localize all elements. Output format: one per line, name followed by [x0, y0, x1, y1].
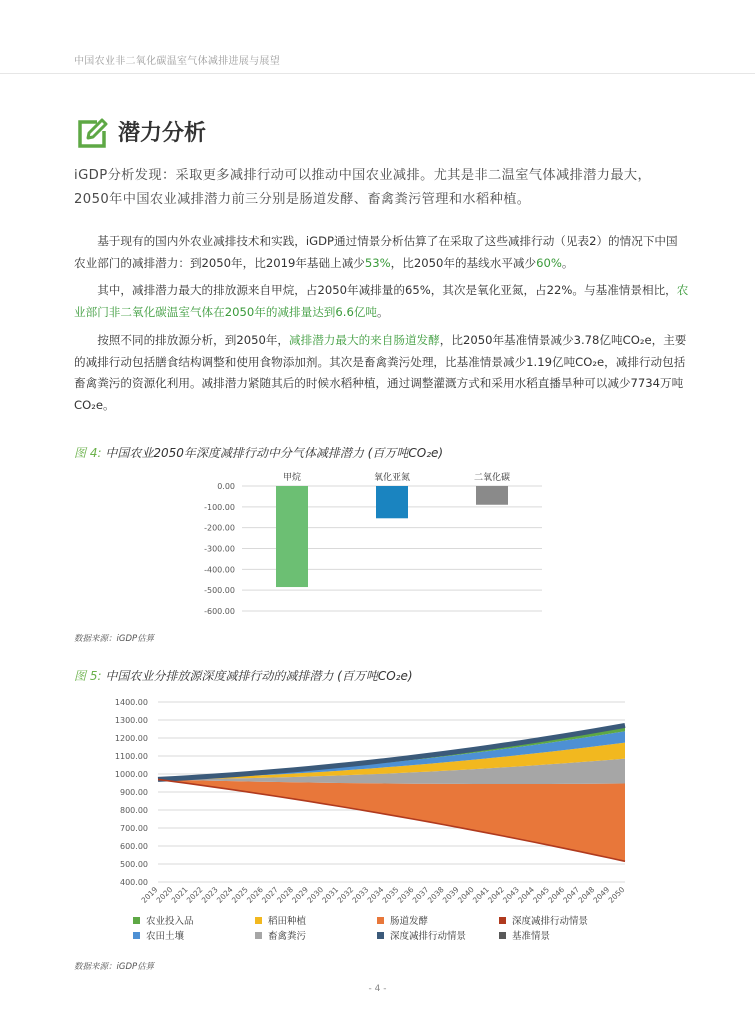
y-tick-label: 1000.00	[114, 770, 148, 779]
bar-2	[376, 486, 408, 518]
category-label: 氧化亚氮	[373, 473, 411, 483]
x-tick-label: 2022	[184, 885, 205, 905]
legend-item	[133, 928, 184, 942]
paragraph-3	[74, 330, 689, 416]
y-tick-label: 1100.00	[114, 752, 148, 761]
x-tick-label: 2049	[591, 885, 612, 905]
x-tick-label: 2026	[245, 885, 265, 905]
legend-label: 农田土壤	[146, 931, 185, 942]
legend-label: 深度减排行动情景	[390, 931, 467, 942]
running-header: 中国农业非二氧化碳温室气体减排进展与展望	[74, 56, 280, 67]
figure-4-title: 中国农业2050年深度减排行动中分气体减排潜力 (百万吨CO₂e)	[105, 446, 444, 460]
legend-label: 农业投入品	[146, 916, 194, 927]
y-tick-label: 600.00	[120, 842, 148, 851]
x-tick-label: 2021	[169, 885, 190, 905]
figure-4-caption	[74, 444, 443, 461]
x-tick-label: 2032	[335, 885, 356, 905]
legend-swatch	[133, 917, 140, 924]
legend-swatch	[377, 917, 384, 924]
x-tick-label: 2046	[546, 885, 567, 905]
y-tick-label: 1200.00	[114, 734, 148, 743]
p2-text-a: 其中，减排潜力最大的排放源来自甲烷，占2050年减排量的65%，其次是氧化亚氮，占22%。与基准情景相比，	[97, 283, 677, 297]
legend-label: 稻田种植	[268, 916, 307, 927]
p1-highlight-60: 60%	[536, 255, 562, 270]
y-tick-label: -300.00	[204, 544, 235, 554]
y-tick-label: 800.00	[120, 806, 148, 815]
legend-item	[377, 913, 428, 927]
y-tick-label: 0.00	[217, 482, 235, 491]
figure-5-source: 数据来源：iGDP估算	[74, 962, 155, 972]
legend-item	[255, 913, 306, 927]
x-tick-label: 2019	[139, 885, 160, 905]
gas-reduction-bar-chart	[200, 468, 560, 628]
x-tick-label: 2045	[531, 885, 552, 905]
legend-label: 畜禽粪污	[268, 931, 307, 942]
legend-swatch	[255, 917, 262, 924]
section-title: 潜力分析	[118, 121, 207, 146]
p3-highlight: 减排潜力最大的来自肠道发酵	[289, 333, 440, 347]
p3-text-a: 按照不同的排放源分析，到2050年，	[97, 333, 290, 347]
y-tick-label: -600.00	[204, 607, 235, 616]
legend-item	[499, 928, 550, 942]
legend-item	[255, 928, 306, 942]
x-tick-label: 2038	[425, 885, 446, 905]
x-tick-label: 2039	[440, 885, 461, 905]
y-tick-label: -500.00	[204, 586, 235, 596]
figure-5-number: 图 5:	[74, 669, 102, 683]
legend-swatch	[377, 932, 384, 939]
p1-text-e: 。	[561, 255, 574, 270]
x-tick-label: 2023	[199, 885, 220, 905]
x-tick-label: 2034	[365, 885, 386, 905]
figure-4-source: 数据来源：iGDP估算	[74, 634, 155, 644]
x-tick-label: 2035	[380, 885, 401, 905]
p2-highlight: 农业部门非二氧化碳温室气体在2050年的减排量达到6.6亿吨	[74, 283, 689, 319]
x-tick-label: 2037	[410, 885, 431, 905]
figure-5-caption	[74, 667, 413, 684]
legend-label: 肠道发酵	[390, 916, 429, 927]
x-tick-label: 2030	[305, 885, 326, 905]
x-tick-label: 2020	[154, 885, 175, 905]
header-divider	[0, 73, 755, 74]
x-tick-label: 2025	[229, 885, 250, 905]
p1-text-c: ，比2050年的基线水平减少	[390, 255, 537, 270]
y-tick-label: 500.00	[120, 860, 148, 869]
legend-swatch	[133, 932, 140, 939]
p3-text-c: ，比2050年基准情景减少3.78亿吨CO₂e，主要的减排行动包括膳食结构调整和使用食物添加剂。其次是畜禽粪污处理，比基准情景减少1.19亿吨CO₂e，减排行动包括畜禽粪污的资源化利用。减排潜力紧随其后的时候水稻种植，通过调整灌溉方式和采用水稻直播旱种可以减少7734万吨CO₂e。	[74, 333, 687, 412]
x-tick-label: 2033	[350, 885, 371, 905]
legend-label: 深度减排行动情景	[512, 916, 589, 927]
p1-text-a: 基于现有的国内外农业减排技术和实践，iGDP通过情景分析估算了在采取了这些减排行动（见表2）的情况下中国农业部门的减排潜力：到2050年，比2019年基础上减少	[74, 234, 678, 270]
y-tick-label: 400.00	[120, 878, 148, 887]
legend-item	[377, 928, 466, 942]
y-tick-label: 900.00	[120, 788, 148, 797]
y-tick-label: 700.00	[120, 824, 148, 833]
lead-paragraph: iGDP分析发现：采取更多减排行动可以推动中国农业减排。尤其是非二温室气体减排潜力最大，2050年中国农业减排潜力前三分别是肠道发酵、畜禽粪污管理和水稻种植。	[74, 168, 652, 207]
bar-1	[276, 486, 308, 587]
bar-3	[476, 486, 508, 505]
category-label: 二氧化碳	[473, 473, 511, 483]
p1-highlight-53: 53%	[364, 255, 391, 270]
x-tick-label: 2036	[395, 885, 416, 905]
paragraph-2	[74, 280, 689, 323]
category-label: 甲烷	[282, 473, 302, 483]
x-tick-label: 2048	[576, 885, 597, 905]
y-tick-label: -400.00	[204, 565, 235, 575]
x-tick-label: 2050	[606, 885, 627, 905]
page-number: - 4 -	[368, 984, 387, 994]
edit-icon	[75, 117, 109, 151]
y-tick-label: 1300.00	[114, 716, 148, 725]
source-reduction-area-chart	[100, 692, 655, 912]
legend-label: 基准情景	[512, 931, 551, 942]
y-tick-label: -100.00	[204, 502, 235, 512]
x-tick-label: 2041	[470, 885, 491, 905]
y-tick-label: -200.00	[204, 523, 235, 533]
legend-item	[499, 913, 588, 927]
paragraph-1	[74, 231, 689, 274]
legend-swatch	[499, 932, 506, 939]
x-tick-label: 2024	[214, 885, 235, 905]
y-tick-label: 1400.00	[114, 698, 148, 707]
x-tick-label: 2027	[260, 885, 280, 905]
x-tick-label: 2040	[455, 885, 476, 905]
x-tick-label: 2028	[275, 885, 295, 905]
x-tick-label: 2044	[516, 885, 537, 905]
x-tick-label: 2029	[290, 885, 311, 905]
legend-item	[133, 913, 194, 927]
x-tick-label: 2043	[501, 885, 521, 905]
p2-text-c: 。	[377, 304, 389, 319]
x-tick-label: 2042	[486, 885, 506, 905]
figure-5-title: 中国农业分排放源深度减排行动的减排潜力 (百万吨CO₂e)	[105, 669, 413, 683]
x-tick-label: 2031	[320, 885, 341, 905]
legend-swatch	[499, 917, 506, 924]
x-tick-label: 2047	[561, 885, 582, 905]
legend-swatch	[255, 932, 262, 939]
figure-4-number: 图 4:	[74, 446, 102, 460]
